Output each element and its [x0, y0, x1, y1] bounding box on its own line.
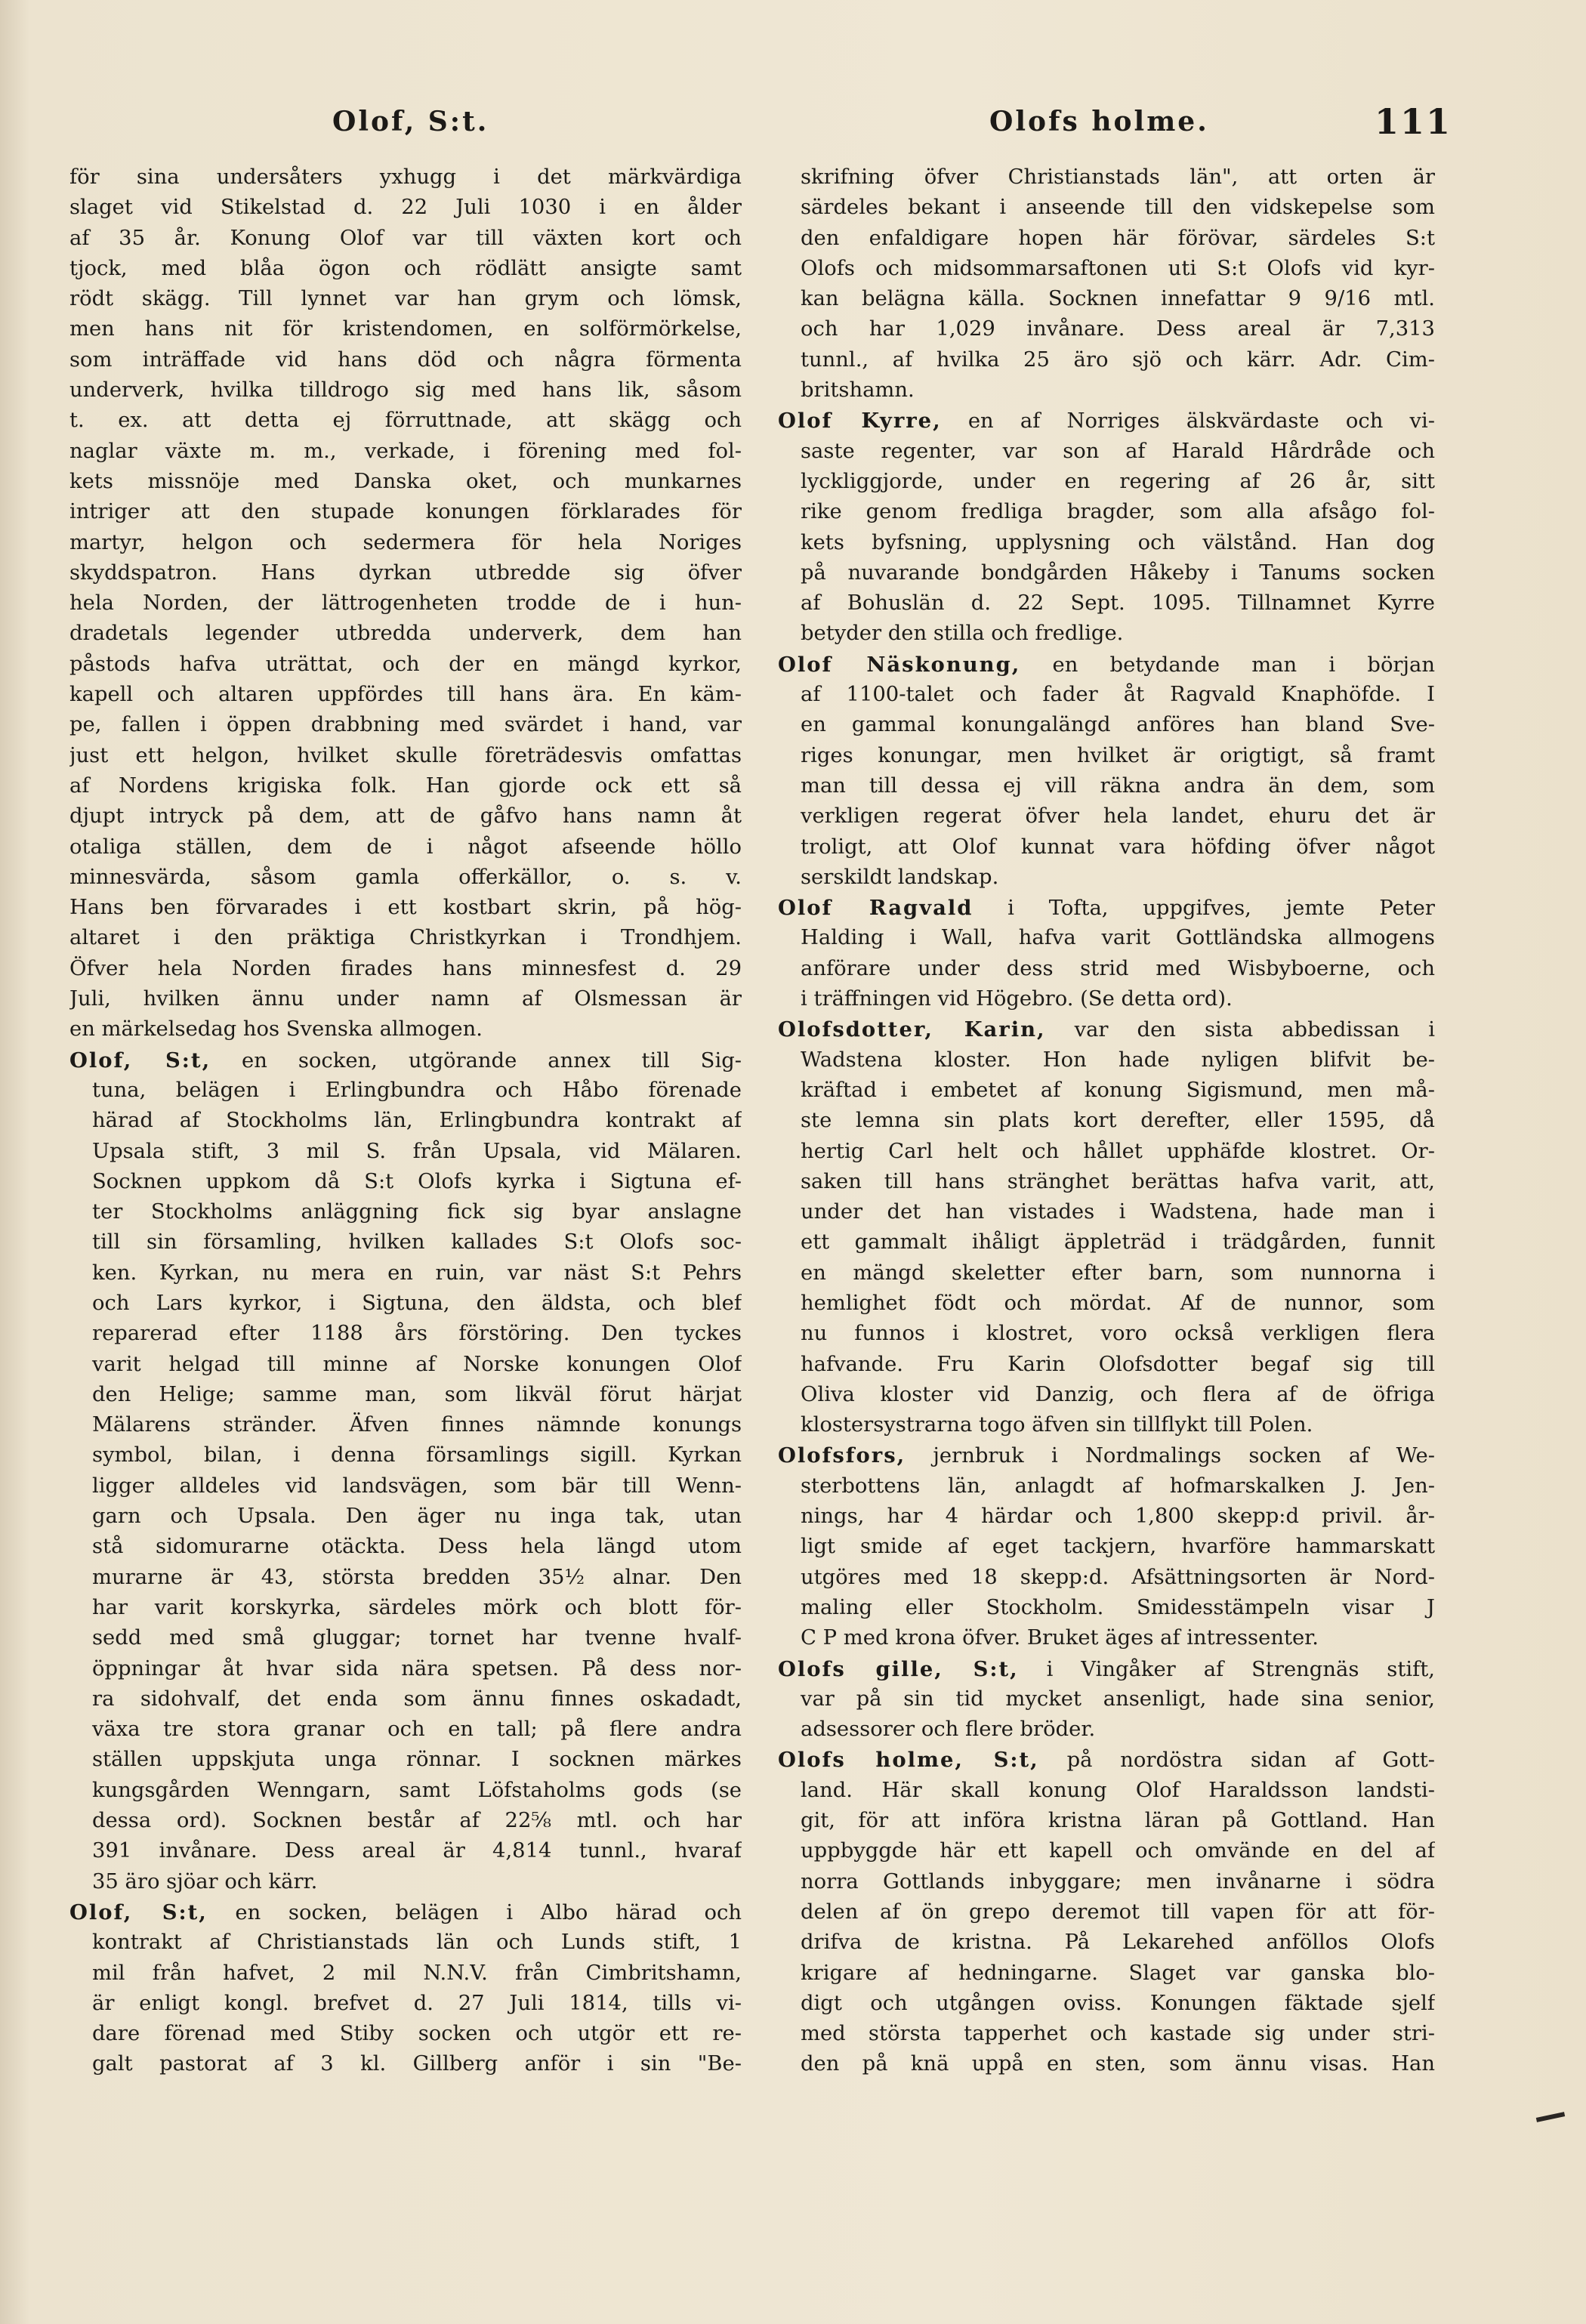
line-text: riges konungar, men hvilket är origtigt, så framt	[801, 743, 1435, 767]
line-text: en gammal konungalängd anföres han bland Sve-	[801, 713, 1435, 737]
text-line	[778, 619, 1435, 649]
text-line	[778, 741, 1435, 771]
line-text: djupt intryck på dem, att de gåfvo hans namn åt	[69, 804, 742, 829]
text-line	[778, 1623, 1435, 1653]
text-line	[778, 467, 1435, 497]
entry-headword-line	[778, 406, 1435, 436]
line-text: tjock, med blåa ögon och rödlätt ansigte samt	[69, 256, 742, 280]
line-text: nings, har 4 härdar och 1,800 skepp:d privil. år-	[801, 1505, 1435, 1529]
text-line	[778, 1167, 1435, 1197]
text-line	[778, 863, 1435, 893]
line-text: en märkelsedag hos Svenska allmogen.	[69, 1017, 483, 1042]
text-line	[778, 1501, 1435, 1532]
text-line	[778, 710, 1435, 740]
left-column	[69, 162, 742, 2187]
line-text: intriger att den stupade konungen förklarades för	[69, 500, 742, 524]
text-line	[778, 680, 1435, 710]
entry-headword: Olofsfors,	[778, 1443, 906, 1468]
line-text: sterbottens län, anlagdt af hofmarskalken J. Jen-	[801, 1474, 1435, 1498]
text-line	[69, 1167, 742, 1197]
line-text: en socken, utgörande annex till Sig-	[211, 1048, 742, 1072]
text-line	[69, 1532, 742, 1562]
entry-headword-line	[778, 1440, 1435, 1471]
text-line	[778, 1350, 1435, 1380]
line-text: galt pastorat af 3 kl. Gillberg anför i sin "Be-	[92, 2052, 742, 2076]
text-line	[69, 1197, 742, 1227]
line-text: adsessorer och flere bröder.	[801, 1718, 1096, 1742]
text-line	[69, 1563, 742, 1593]
text-line	[778, 1137, 1435, 1167]
line-text: af Bohuslän d. 22 Sept. 1095. Tillnamnet Kyrre	[801, 591, 1435, 616]
line-text: pe, fallen i öppen drabbning med svärdet i hand, var	[69, 713, 742, 737]
running-head-right: Olofs holme.	[989, 106, 1209, 137]
text-line	[69, 314, 742, 344]
text-line	[69, 406, 742, 436]
text-line	[69, 619, 742, 649]
line-text: tuna, belägen i Erlingbundra och Håbo förenade	[92, 1078, 742, 1102]
line-text: Hans ben förvarades i ett kostbart skrin, på hög-	[69, 896, 742, 920]
text-line	[69, 1836, 742, 1866]
text-line	[69, 1106, 742, 1136]
line-text: Juli, hvilken ännu under namn af Olsmessan är	[69, 987, 742, 1011]
text-line	[69, 588, 742, 619]
text-line	[778, 193, 1435, 223]
line-text: var på sin tid mycket ansenligt, hade sina senior,	[801, 1687, 1435, 1711]
line-text: en af Norriges älskvärdaste och vi-	[941, 409, 1435, 434]
line-text: troligt, att Olof kunnat vara höfding öfver något	[801, 835, 1435, 859]
text-line	[69, 863, 742, 893]
entry-headword-line	[778, 893, 1435, 923]
text-line	[69, 375, 742, 406]
line-text: af 1100-talet och fader åt Ragvald Knaphöfde. I	[801, 683, 1435, 707]
line-text: murarne är 43, största bredden 35½ alnar. Den	[92, 1565, 742, 1589]
text-line	[69, 1623, 742, 1653]
line-text: 391 invånare. Dess areal är 4,814 tunnl., hvaraf	[92, 1839, 742, 1863]
text-line	[69, 467, 742, 497]
line-text: en mängd skeletter efter barn, som nunnorna i	[801, 1261, 1435, 1285]
text-line	[69, 497, 742, 527]
line-text: på nuvarande bondgården Håkeby i Tanums socken	[801, 560, 1435, 585]
line-text: för sina undersåters yxhugg i det märkvärdiga	[69, 165, 742, 189]
line-text: påstods hafva uträttat, och der en mängd kyrkor,	[69, 652, 742, 676]
line-text: Wadstena kloster. Hon hade nyligen blifvit be-	[801, 1048, 1435, 1072]
text-line	[69, 1958, 742, 1989]
text-line	[69, 650, 742, 680]
text-line	[778, 984, 1435, 1014]
line-text: ett gammalt ihåligt äppleträd i trädgården, funnit	[801, 1230, 1435, 1255]
line-text: ställen uppskjuta unga rönnar. I socknen märkes	[92, 1748, 742, 1772]
line-text: utgöres med 18 skepp:d. Afsättningsorten är Nord-	[801, 1565, 1435, 1589]
line-text: den enfaldigare hopen här förövar, särdeles S:t	[801, 226, 1435, 250]
line-text: digt och utgången oviss. Konungen fäktade sjelf	[801, 1991, 1435, 2015]
text-line	[778, 1927, 1435, 1958]
text-line	[69, 984, 742, 1014]
line-text: Öfver hela Norden firades hans minnesfest d. 29	[69, 956, 742, 980]
line-text: Halding i Wall, hafva varit Gottländska allmogens	[801, 926, 1435, 950]
line-text: hafvande. Fru Karin Olofsdotter begaf sig till	[801, 1352, 1435, 1376]
entry-headword: Olof Ragvald	[778, 896, 974, 921]
text-line	[778, 588, 1435, 619]
line-text: stå sidomurarne otäckta. Dess hela längd utom	[92, 1535, 742, 1559]
entry-headword-line	[69, 1897, 742, 1927]
line-text: uppbyggde här ett kapell och omvände en del af	[801, 1839, 1435, 1863]
text-line	[69, 193, 742, 223]
text-line	[778, 954, 1435, 984]
line-text: växa tre stora granar och en tall; på flere andra	[92, 1718, 742, 1742]
text-line	[69, 741, 742, 771]
line-text: med största tapperhet och kastade sig under stri-	[801, 2022, 1435, 2046]
entry-headword: Olof Näskonung,	[778, 652, 1021, 677]
line-text: drifva de kristna. På Lekarehed anföllos Olofs	[801, 1930, 1435, 1955]
text-line	[69, 710, 742, 740]
text-line	[778, 1227, 1435, 1258]
text-line	[778, 528, 1435, 558]
text-line	[778, 1897, 1435, 1927]
text-line	[69, 1714, 742, 1745]
line-text: den på knä uppå en sten, som ännu visas. Han	[801, 2052, 1435, 2076]
text-line	[778, 771, 1435, 801]
line-text: rödt skägg. Till lynnet var han grym och lömsk,	[69, 287, 742, 311]
line-text: martyr, helgon och sedermera för hela Noriges	[69, 530, 742, 554]
line-text: den Helige; samme man, som likväl förut härjat	[92, 1382, 742, 1406]
line-text: reparerad efter 1188 års förstöring. Den tyckes	[92, 1322, 742, 1346]
line-text: ra sidohvalf, det enda som ännu finnes oskadadt,	[92, 1687, 742, 1711]
text-line	[69, 1806, 742, 1836]
text-line	[778, 497, 1435, 527]
text-line	[778, 1380, 1435, 1410]
text-line	[69, 771, 742, 801]
line-text: särdeles bekant i anseende till den vidskepelse som	[801, 196, 1435, 220]
line-text: Mälarens stränder. Äfven finnes nämnde konungs	[92, 1413, 742, 1437]
text-line	[69, 893, 742, 923]
text-line	[778, 1289, 1435, 1319]
entry-headword: Olofsdotter, Karin,	[778, 1017, 1046, 1042]
text-line	[69, 832, 742, 863]
text-line	[69, 1227, 742, 1258]
line-text: mil från hafvet, 2 mil N.N.V. från Cimbritshamn,	[92, 1961, 742, 1985]
line-text: ligt smide af eget tackjern, hvarföre hammarskatt	[801, 1535, 1435, 1559]
text-line	[778, 2049, 1435, 2079]
line-text: altaret i den präktiga Christkyrkan i Trondhjem.	[69, 926, 742, 950]
line-text: git, för att införa kristna läran på Gottland. Han	[801, 1809, 1435, 1833]
entry-headword-line	[778, 1745, 1435, 1775]
text-line	[69, 680, 742, 710]
line-text: och Lars kyrkor, i Sigtuna, den äldsta, och blef	[92, 1291, 742, 1315]
text-line	[69, 254, 742, 284]
text-line	[778, 2019, 1435, 2049]
text-line	[69, 1410, 742, 1440]
entry-headword-line	[778, 1014, 1435, 1045]
text-line	[778, 1319, 1435, 1349]
line-text: C P med krona öfver. Bruket äges af intressenter.	[801, 1626, 1319, 1650]
line-text: kan belägna källa. Socknen innefattar 9 9/16 mtl.	[801, 287, 1435, 311]
text-line	[69, 1319, 742, 1349]
text-line	[778, 832, 1435, 863]
line-text: symbol, bilan, i denna församlings sigill. Kyrkan	[92, 1443, 742, 1468]
line-text: naglar växte m. m., verkade, i förening med fol-	[69, 439, 742, 463]
text-line	[778, 1776, 1435, 1806]
text-line	[69, 224, 742, 254]
line-text: klostersystrarna togo äfven sin tillflykt till Polen.	[801, 1413, 1313, 1437]
text-line	[778, 1045, 1435, 1076]
text-line	[778, 1989, 1435, 2019]
text-line	[778, 1076, 1435, 1106]
line-text: af 35 år. Konung Olof var till växten kort och	[69, 226, 742, 250]
entry-headword-line	[778, 1654, 1435, 1684]
line-text: verkligen regerat öfver hela landet, ehuru det är	[801, 804, 1435, 829]
line-text: under det han vistades i Wadstena, hade man i	[801, 1200, 1435, 1224]
text-line	[778, 558, 1435, 588]
text-line	[778, 1593, 1435, 1623]
text-line	[69, 1654, 742, 1684]
line-text: en betydande man i början	[1020, 653, 1435, 677]
text-line	[778, 284, 1435, 314]
text-line	[778, 375, 1435, 406]
text-line	[778, 801, 1435, 832]
line-text: härad af Stockholms län, Erlingbundra kontrakt af	[92, 1109, 742, 1133]
entry-headword: Olof, S:t,	[69, 1900, 208, 1924]
text-line	[778, 1532, 1435, 1562]
text-line	[778, 254, 1435, 284]
line-text: i Vingåker af Strengnäs stift,	[1018, 1657, 1435, 1681]
line-text: är enligt kongl. brefvet d. 27 Juli 1814, tills vi-	[92, 1991, 742, 2015]
text-line	[778, 1806, 1435, 1836]
line-text: underverk, hvilka tilldrogo sig med hans lik, såsom	[69, 378, 742, 403]
page-header	[0, 101, 1586, 151]
text-line	[69, 1745, 742, 1775]
line-text: anförare under dess strid med Wisbyboerne, och	[801, 956, 1435, 980]
line-text: sedd med små gluggar; tornet har tvenne hvalf-	[92, 1626, 742, 1650]
line-text: var den sista abbedissan i	[1045, 1018, 1435, 1042]
entry-headword: Olofs holme, S:t,	[778, 1748, 1039, 1773]
line-text: ste lemna sin plats kort derefter, eller 1595, då	[801, 1109, 1435, 1133]
line-text: Upsala stift, 3 mil S. från Upsala, vid Mälaren.	[92, 1139, 742, 1163]
text-line	[69, 1776, 742, 1806]
text-line	[69, 1258, 742, 1289]
line-text: land. Här skall konung Olof Haraldsson landsti-	[801, 1778, 1435, 1802]
right-column	[778, 162, 1435, 2187]
line-text: ken. Kyrkan, nu mera en ruin, var näst S:t Pehrs	[92, 1261, 742, 1285]
text-line	[69, 1350, 742, 1380]
line-text: serskildt landskap.	[801, 865, 999, 889]
text-line	[69, 1471, 742, 1501]
line-text: man till dessa ej vill räkna andra än dem, som	[801, 773, 1435, 798]
line-text: hela Norden, der lättrogenheten trodde de i hun-	[69, 591, 742, 616]
line-text: jernbruk i Nordmalings socken af We-	[906, 1444, 1435, 1468]
text-line	[69, 1076, 742, 1106]
line-text: betyder den stilla och fredlige.	[801, 622, 1124, 646]
line-text: men hans nit för kristendomen, en solförmörkelse,	[69, 317, 742, 341]
text-line	[778, 314, 1435, 344]
line-text: Oliva kloster vid Danzig, och flera af de öfriga	[801, 1382, 1435, 1406]
text-line	[69, 923, 742, 953]
entry-headword: Olofs gille, S:t,	[778, 1656, 1019, 1681]
line-text: kapell och altaren uppfördes till hans ära. En käm-	[69, 683, 742, 707]
line-text: britshamn.	[801, 378, 915, 403]
text-line	[778, 1836, 1435, 1866]
entry-headword-line	[69, 1045, 742, 1076]
text-line	[69, 558, 742, 588]
text-line	[69, 1927, 742, 1958]
line-text: som inträffade vid hans död och några förmenta	[69, 347, 742, 372]
text-line	[778, 1714, 1435, 1745]
line-text: delen af ön grepo deremot till vapen för att för-	[801, 1900, 1435, 1924]
text-line	[69, 1989, 742, 2019]
text-line	[69, 1289, 742, 1319]
text-line	[778, 345, 1435, 375]
line-text: norra Gottlands inbyggare; men invånarne i södra	[801, 1869, 1435, 1893]
text-line	[778, 923, 1435, 953]
line-text: i träffningen vid Högebro. (Se detta ord).	[801, 987, 1233, 1011]
line-text: 35 äro sjöar och kärr.	[92, 1869, 318, 1893]
line-text: kets missnöje med Danska oket, och munkarnes	[69, 469, 742, 493]
text-line	[69, 1137, 742, 1167]
line-text: dare förenad med Stiby socken och utgör ett re-	[92, 2022, 742, 2046]
text-line	[69, 1380, 742, 1410]
line-text: t. ex. att detta ej förruttnade, att skägg och	[69, 409, 742, 433]
line-text: rike genom fredliga bragder, som alla afsågo fol-	[801, 500, 1435, 524]
line-text: ter Stockholms anläggning fick sig byar anslagne	[92, 1200, 742, 1224]
line-text: maling eller Stockholm. Smidesstämpeln visar J	[801, 1595, 1435, 1619]
text-line	[69, 954, 742, 984]
line-text: af Nordens krigiska folk. Han gjorde ock ett så	[69, 773, 742, 798]
entry-headword: Olof Kyrre,	[778, 409, 942, 434]
line-text: ligger alldeles vid landsvägen, som bär till Wenn-	[92, 1474, 742, 1498]
text-line	[778, 1867, 1435, 1897]
line-text: skyddspatron. Hans dyrkan utbredde sig öfver	[69, 560, 742, 585]
line-text: nu funnos i klostret, voro också verkligen flera	[801, 1322, 1435, 1346]
line-text: och har 1,029 invånare. Dess areal är 7,313	[801, 317, 1435, 341]
line-text: en socken, belägen i Albo härad och	[207, 1900, 742, 1924]
text-line	[778, 1197, 1435, 1227]
text-line	[69, 801, 742, 832]
line-text: kets byfsning, upplysning och välstånd. Han dog	[801, 530, 1435, 554]
line-text: kräftad i embetet af konung Sigismund, men må-	[801, 1078, 1435, 1102]
text-line	[69, 1014, 742, 1045]
text-line	[778, 1958, 1435, 1989]
line-text: garn och Upsala. Den äger nu inga tak, utan	[92, 1505, 742, 1529]
text-line	[69, 1440, 742, 1471]
line-text: skrifning öfver Christianstads län", att orten är	[801, 165, 1435, 189]
line-text: otaliga ställen, dem de i något afseende höllo	[69, 835, 742, 859]
text-line	[69, 2049, 742, 2079]
text-line	[778, 1410, 1435, 1440]
line-text: saste regenter, var son af Harald Hårdråde och	[801, 439, 1435, 463]
line-text: Olofs och midsommarsaftonen uti S:t Olofs vid kyr-	[801, 256, 1435, 280]
line-text: hemlighet födt och mördat. Af de nunnor, som	[801, 1291, 1435, 1315]
line-text: slaget vid Stikelstad d. 22 Juli 1030 i en ålder	[69, 196, 742, 220]
line-text: minnesvärda, såsom gamla offerkällor, o. s. v.	[69, 865, 742, 889]
text-line	[69, 1684, 742, 1714]
entry-headword-line	[778, 650, 1435, 680]
text-line	[778, 1684, 1435, 1714]
text-line	[778, 1563, 1435, 1593]
line-text: i Tofta, uppgifves, jemte Peter	[973, 897, 1435, 921]
line-text: hertig Carl helt och hållet upphäfde klostret. Or-	[801, 1139, 1435, 1163]
text-line	[778, 1106, 1435, 1136]
running-head-left: Olof, S:t.	[332, 106, 489, 137]
text-line	[69, 528, 742, 558]
text-line	[69, 2019, 742, 2049]
text-line	[778, 162, 1435, 193]
text-line	[778, 224, 1435, 254]
line-text: saken till hans stränghet berättas hafva varit, att,	[801, 1169, 1435, 1193]
line-text: tunnl., af hvilka 25 äro sjö och kärr. Adr. Cim-	[801, 347, 1435, 372]
text-line	[69, 345, 742, 375]
line-text: dessa ord). Socknen består af 22⅝ mtl. och har	[92, 1809, 742, 1833]
text-line	[778, 1471, 1435, 1501]
text-line	[778, 1258, 1435, 1289]
page-number: 111	[1375, 101, 1452, 142]
text-line	[69, 284, 742, 314]
text-line	[69, 1867, 742, 1897]
line-text: dradetals legender utbredda underverk, dem han	[69, 622, 742, 646]
line-text: har varit korskyrka, särdeles mörk och blott för-	[92, 1595, 742, 1619]
line-text: kontrakt af Christianstads län och Lunds stift, 1	[92, 1930, 742, 1955]
text-line	[69, 162, 742, 193]
margin-pencil-mark	[1536, 2112, 1565, 2122]
line-text: till sin församling, hvilken kallades S:t Olofs soc-	[92, 1230, 742, 1255]
line-text: lyckliggjorde, under en regering af 26 år, sitt	[801, 469, 1435, 493]
line-text: krigare af hedningarne. Slaget var ganska blo-	[801, 1961, 1435, 1985]
line-text: på nordöstra sidan af Gott-	[1038, 1748, 1435, 1773]
text-line	[778, 437, 1435, 467]
entry-headword: Olof, S:t,	[69, 1048, 211, 1072]
line-text: öppningar åt hvar sida nära spetsen. På dess nor-	[92, 1656, 742, 1681]
text-line	[69, 1593, 742, 1623]
line-text: Socknen uppkom då S:t Olofs kyrka i Sigtuna ef-	[92, 1169, 742, 1193]
line-text: kungsgården Wenngarn, samt Löfstaholms gods (se	[92, 1778, 742, 1802]
line-text: just ett helgon, hvilket skulle företrädesvis omfattas	[69, 743, 742, 767]
text-line	[69, 1501, 742, 1532]
line-text: varit helgad till minne af Norske konungen Olof	[92, 1352, 742, 1376]
text-line	[69, 437, 742, 467]
